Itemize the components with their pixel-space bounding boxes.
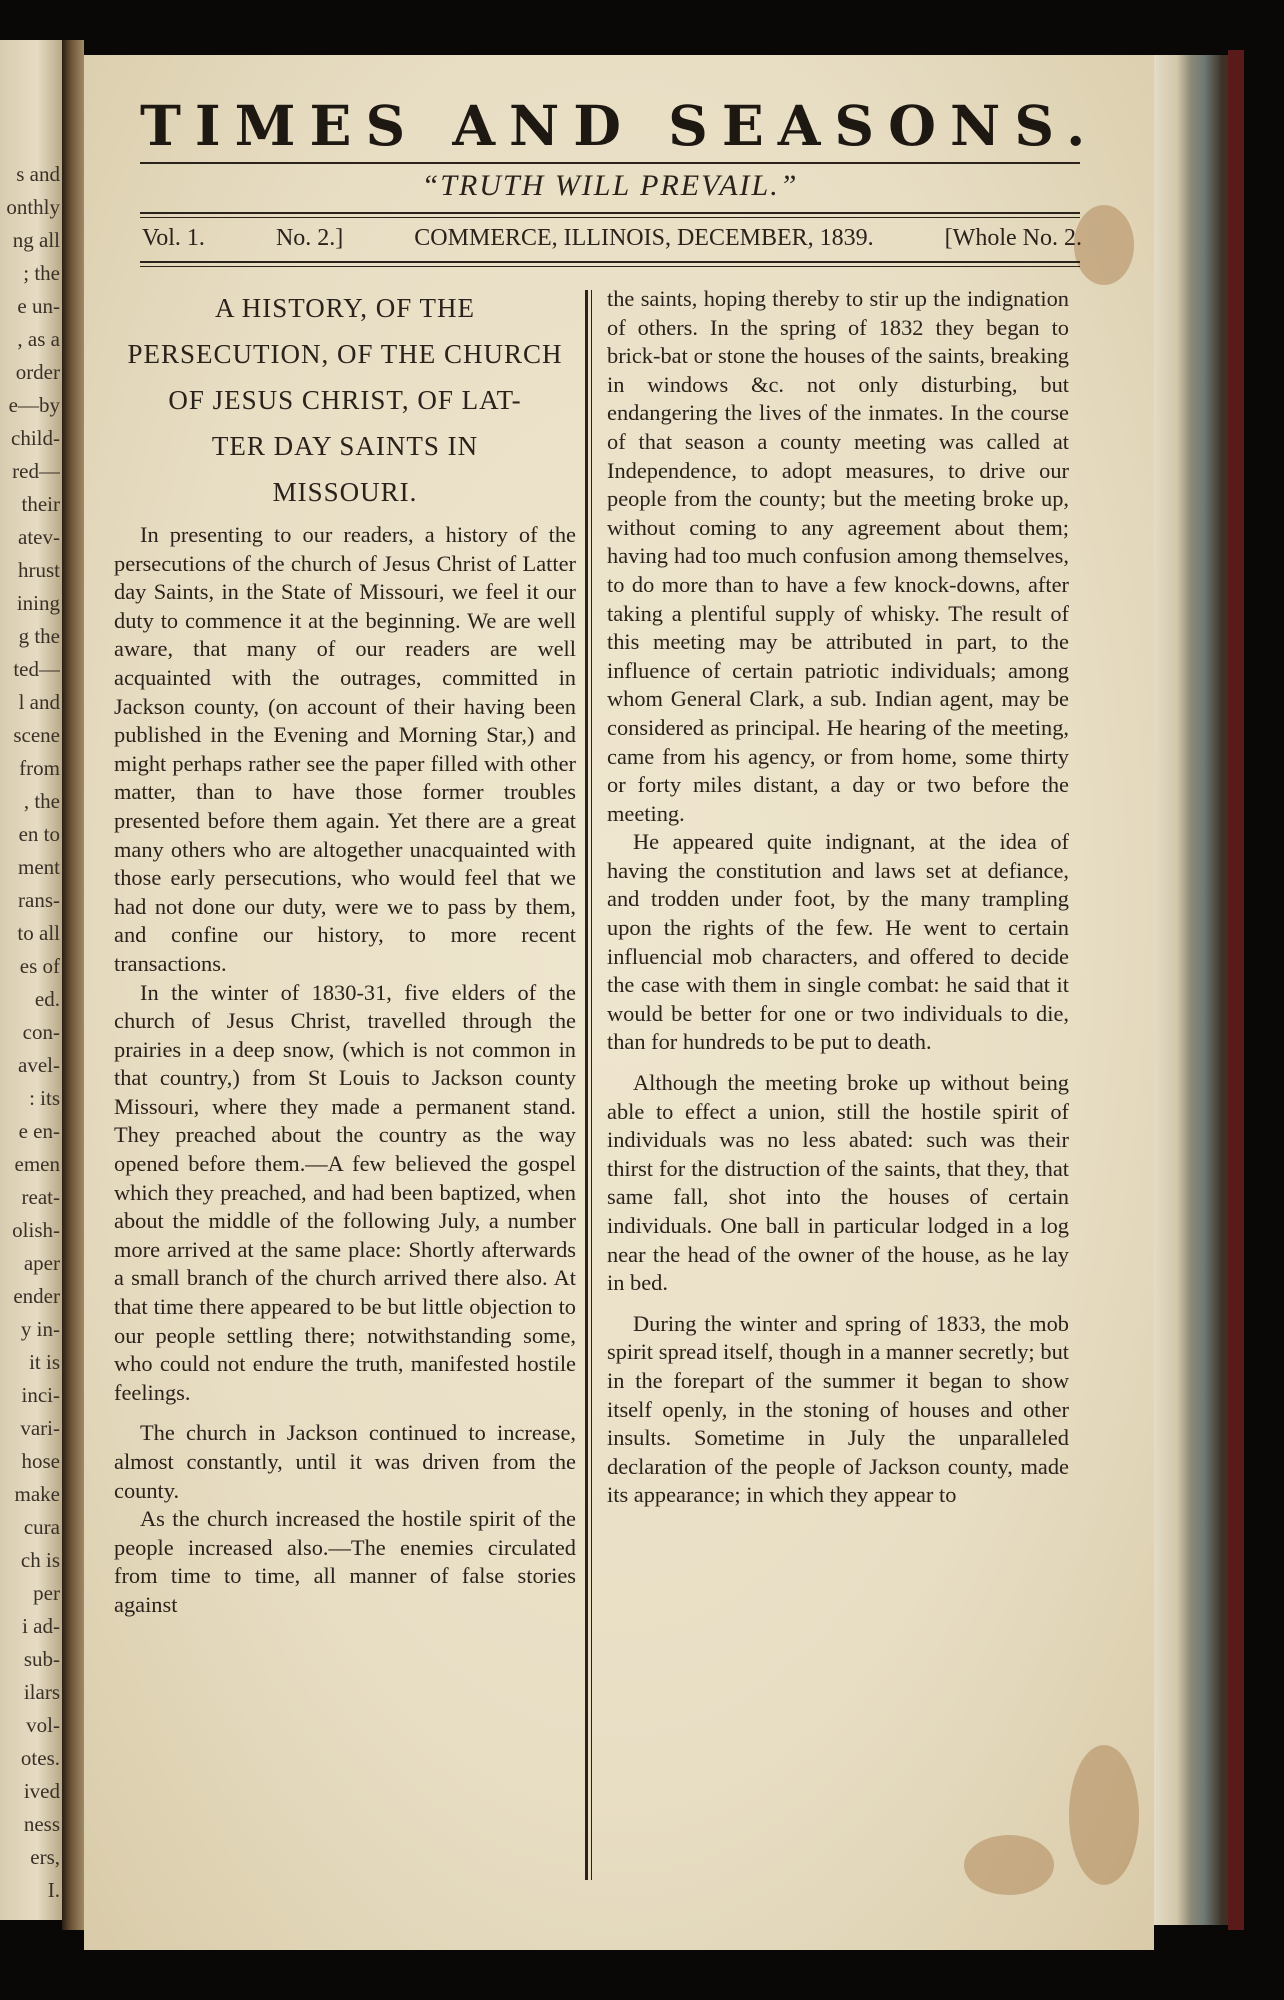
column-divider xyxy=(585,290,588,1880)
book-gutter xyxy=(62,40,84,1930)
facing-page-text-fragment: emen xyxy=(14,1152,60,1176)
facing-page-text-fragment: cura xyxy=(23,1515,60,1539)
facing-page-text-fragment: olish- xyxy=(12,1218,60,1242)
facing-page-text-fragment: hose xyxy=(21,1449,60,1473)
facing-page-text-fragment: e un- xyxy=(17,294,60,318)
facing-page-text-fragment: ived xyxy=(23,1779,60,1803)
facing-page-text-fragment: from xyxy=(19,756,60,780)
article-title-line: A HISTORY, OF THE xyxy=(214,293,476,323)
article-title xyxy=(114,285,576,515)
facing-page-text-fragment: onthly xyxy=(6,195,60,219)
motto-rule xyxy=(140,217,1080,218)
facing-page-text-fragment: l and xyxy=(18,690,60,714)
facing-page-text-fragment: ers, xyxy=(30,1845,60,1869)
masthead-title: TIMES AND SEASONS. xyxy=(140,93,1100,158)
facing-page-text-fragment: inci- xyxy=(21,1383,60,1407)
article-paragraph: the saints, hoping thereby to stir up the indignation of others. In the spring of 1832 they began to brick-bat or stone the houses of the saints, breaking in windows &c. not only disturbing, but endangering the lives of the inmates. In the course of that season a county meeting was called at Independence, to adopt measures, to drive our people from the county; but the meeting broke up, without coming to any agreement about them; having had too much confusion among themselves, to do more than to have a few knock-downs, after taking a plentiful supply of whisky. The result of this meeting may be attributed in part, to the influence of certain patriotic individuals; among whom General Clark, a sub. Indian agent, may be considered as principal. He hearing of the meeting, came from his agency, or from home, some thirty or forty miles distant, a day or two before the meeting. xyxy=(607,286,1069,826)
motto-rule xyxy=(140,212,1080,214)
facing-page-text-fragment: reat- xyxy=(21,1185,60,1209)
facing-page-text-fragment: ; the xyxy=(23,261,60,285)
facing-page-text-fragment: I. xyxy=(47,1878,60,1902)
facing-page-text-fragment: con- xyxy=(22,1020,60,1044)
facing-page-text-fragment: es of xyxy=(19,954,60,978)
facing-page-text-fragment: ed. xyxy=(34,987,60,1011)
facing-page-text-fragment: ilars xyxy=(23,1680,60,1704)
article-paragraph: In the winter of 1830-31, five elders of the church of Jesus Christ, travelled through the prairies in a deep snow, (which is not common in that country,) from St Louis to Jackson county Missouri, where they made a permanent stand. They preached about the country as the way opened before them.—A few believed the gospel which they preached, and had been baptized, when about the middle of the following July, a number more arrived at the same place: Shortly afterwards a small branch of the church arrived there also. At that time there appeared to be but little objection to our people settling there; notwithstanding some, who could not endure the truth, manifested hostile feelings. xyxy=(114,979,576,1405)
facing-page-text-fragment: scene xyxy=(13,723,60,747)
facing-page-text-fragment: ted— xyxy=(13,657,60,681)
facing-page-text-fragment: i ad- xyxy=(22,1614,60,1638)
newspaper-page xyxy=(84,55,1154,1950)
facing-page-text-fragment: e en- xyxy=(18,1119,60,1143)
article-paragraph: Although the meeting broke up without being able to effect a union, still the hostile spirit of individuals was no less abated: such was their thirst for the distruction of the saints, that they, that same fall, shot into the houses of certain individuals. One ball in particular lodged in a log near the head of the owner of the house, as he lay in bed. xyxy=(607,1070,1069,1296)
facing-page-text-fragment: ch is xyxy=(20,1548,60,1572)
facing-page-text-fragment: ining xyxy=(16,591,60,615)
stain-mark xyxy=(964,1835,1054,1895)
article-title-line: TER DAY SAINTS IN xyxy=(211,431,479,461)
facing-page-text-fragment: ment xyxy=(18,855,60,879)
article-title-line: OF JESUS CHRIST, OF LAT- xyxy=(168,385,522,415)
facing-page-fragment xyxy=(0,40,62,1920)
facing-page-text-fragment: ness xyxy=(23,1812,60,1836)
facing-page-text-fragment: rans- xyxy=(18,888,60,912)
article-paragraph: In presenting to our readers, a history of the persecutions of the church of Jesus Christ of Latter day Saints, in the State of Missouri, we feel it our duty to commence it at the beginning. We are well aware, that many of our readers are well acquainted with the outrages, committed in Jackson county, (on account of their having been published in the Evening and Morning Star,) and might perhaps rather see the paper filled with other matter, than to have those former troubles presented before them again. Yet there are a great many others who are altogether unacquainted with those early persecutions, who would feel that we had not done our duty, were we to pass by them, and confine our history, to more recent transactions. xyxy=(114,522,576,976)
facing-page-text-fragment: en to xyxy=(18,822,60,846)
right-column xyxy=(607,285,1069,1510)
facing-page-text-fragment: make xyxy=(14,1482,60,1506)
facing-page-text-fragment: aper xyxy=(23,1251,60,1275)
column-divider xyxy=(591,290,592,1880)
facing-page-text-fragment: child- xyxy=(11,426,60,450)
facing-page-text-fragment: otes. xyxy=(20,1746,60,1770)
issue-rule xyxy=(140,261,1080,263)
stain-mark xyxy=(1074,205,1134,285)
facing-page-text-fragment: y in- xyxy=(20,1317,60,1341)
book-page-edges xyxy=(1150,55,1240,1925)
book-cover-edge xyxy=(1228,50,1244,1930)
facing-page-text-fragment: it is xyxy=(29,1350,60,1374)
stain-mark xyxy=(1069,1745,1139,1885)
facing-page-text-fragment: red— xyxy=(12,459,60,483)
facing-page-text-fragment: order xyxy=(15,360,60,384)
facing-page-text-fragment: to all xyxy=(17,921,60,945)
issue-number: No. 2.] xyxy=(275,225,344,251)
facing-page-text-fragment: g the xyxy=(18,624,60,648)
facing-page-text-fragment: , the xyxy=(23,789,60,813)
issue-rule xyxy=(140,266,1080,267)
article-paragraph: During the winter and spring of 1833, the mob spirit spread itself, though in a manner secretly; but in the forepart of the summer it began to show itself openly, in the stoning of houses and other insults. Sometime in July the unparalleled declaration of the people of Jackson county, made its appearance; in which they appear to xyxy=(607,1310,1069,1508)
issue-line xyxy=(142,225,1082,252)
motto: “TRUTH WILL PREVAIL.” xyxy=(421,169,799,202)
facing-page-text-fragment: avel- xyxy=(18,1053,60,1077)
facing-page-text-fragment: ender xyxy=(13,1284,60,1308)
facing-page-text-fragment: sub- xyxy=(23,1647,60,1671)
left-column xyxy=(114,285,576,1620)
facing-page-text-fragment: ng all xyxy=(12,228,60,252)
article-paragraph: The church in Jackson continued to increase, almost constantly, until it was driven from the county. xyxy=(114,1420,576,1503)
article-title-line: MISSOURI. xyxy=(272,477,418,507)
place-date: COMMERCE, ILLINOIS, DECEMBER, 1839. xyxy=(414,225,874,251)
volume: Vol. 1. xyxy=(142,225,205,251)
facing-page-text-fragment: s and xyxy=(16,162,60,186)
article-paragraph: He appeared quite indignant, at the idea of having the constitution and laws set at defiance, and trodden under foot, by the many trampling upon the rights of the few. He went to certain influencial mob characters, and offered to decide the case with them in single combat: he said that it would be better for one or two individuals to die, than for hundreds to be put to death. xyxy=(607,829,1069,1055)
whole-number: [Whole No. 2. xyxy=(944,225,1082,251)
facing-page-text-fragment: hrust xyxy=(18,558,60,582)
facing-page-text-fragment: vari- xyxy=(20,1416,60,1440)
facing-page-text-fragment: atev- xyxy=(18,525,60,549)
article-title-line: PERSECUTION, OF THE CHURCH xyxy=(127,339,563,369)
facing-page-text-fragment: : its xyxy=(29,1086,60,1110)
facing-page-text-fragment: their xyxy=(21,492,60,516)
facing-page-text-fragment: vol- xyxy=(26,1713,60,1737)
masthead-rule xyxy=(140,162,1080,164)
article-paragraph: As the church increased the hostile spirit of the people increased also.—The enemies circulated from time to time, all manner of false stories against xyxy=(114,1506,576,1617)
facing-page-text-fragment: , as a xyxy=(17,327,60,351)
facing-page-text-fragment: e—by xyxy=(8,393,60,417)
facing-page-text-fragment: per xyxy=(33,1581,60,1605)
